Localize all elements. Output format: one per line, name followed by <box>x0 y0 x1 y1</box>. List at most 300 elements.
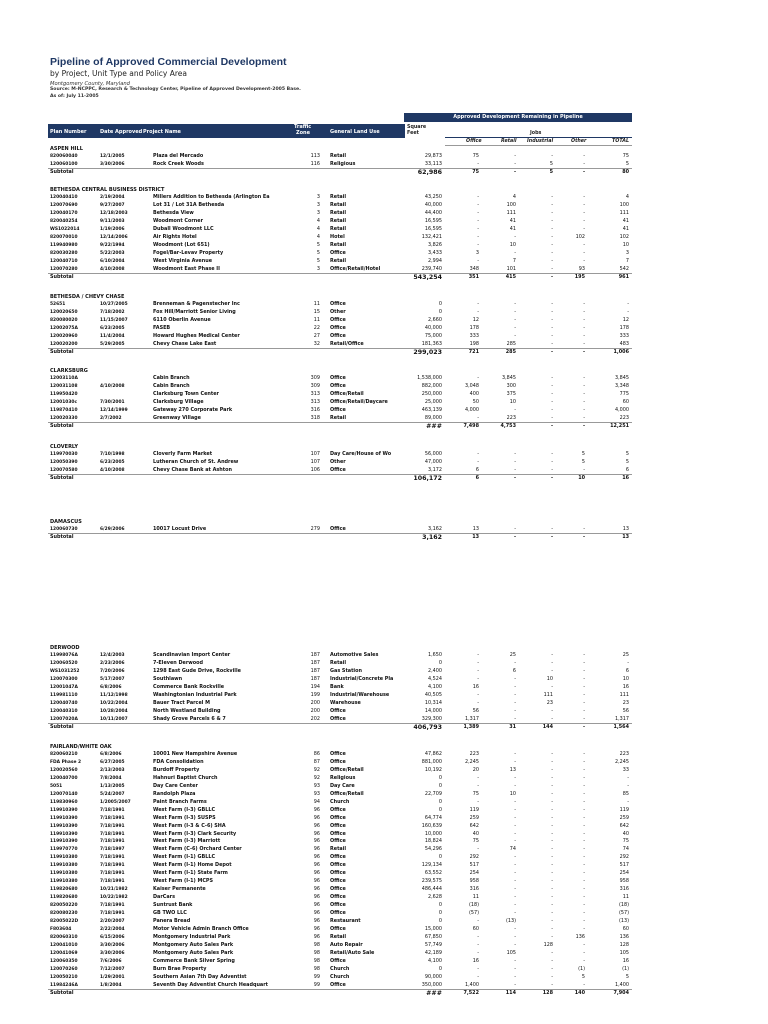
cell-square-feet: 44,400 <box>424 209 442 216</box>
cell-jobs-office: - <box>477 308 479 315</box>
cell-jobs-other: - <box>583 153 585 159</box>
cell-jobs-other: - <box>583 790 585 797</box>
cell-jobs-other: - <box>583 201 585 208</box>
subtotal-retail: 285 <box>505 348 516 355</box>
subtotal-total: 1,006 <box>613 348 629 355</box>
subtotal-label: Subtotal <box>50 422 74 429</box>
subtotal-square-feet: 62,986 <box>417 168 442 176</box>
cell-jobs-other: - <box>583 675 585 682</box>
cell-project-name: West Farm (I-3) SUSPS <box>153 814 216 821</box>
cell-jobs-total: 25 <box>622 652 629 658</box>
cell-traffic-zone: 107 <box>310 458 320 465</box>
cell-date-approved: 2/23/2006 <box>100 660 125 666</box>
subtotal-other: - <box>582 168 585 175</box>
cell-jobs-total: 10 <box>622 241 629 248</box>
cell-land-use: Office <box>330 375 346 381</box>
cell-plan-number: 119910380 <box>50 871 78 877</box>
cell-jobs-other: - <box>583 814 585 821</box>
report-title: Pipeline of Approved Commercial Development <box>50 56 287 68</box>
cell-jobs-industrial: - <box>551 925 553 932</box>
cell-jobs-other: - <box>583 830 585 837</box>
cell-plan-number: 119950420 <box>50 391 78 397</box>
cell-square-feet: 0 <box>438 308 442 315</box>
cell-plan-number: 119981110 <box>50 692 78 698</box>
cell-plan-number: 5051 <box>50 783 63 789</box>
cell-jobs-office: - <box>477 301 479 307</box>
cell-date-approved: 7/18/1991 <box>100 823 125 829</box>
cell-plan-number: 120050390 <box>50 459 78 465</box>
table-row <box>0 751 768 758</box>
cell-plan-number: 11984246A <box>50 982 78 988</box>
cell-plan-number: 120070280 <box>50 266 78 272</box>
cell-date-approved: 10/27/2005 <box>100 302 128 307</box>
cell-date-approved: 6/23/2005 <box>100 459 125 465</box>
cell-land-use: Industrial/Concrete Pla <box>330 675 394 682</box>
cell-jobs-office: 75 <box>472 790 479 797</box>
cell-square-feet: 181,363 <box>421 340 442 347</box>
cell-jobs-office: 3 <box>475 249 479 256</box>
cell-date-approved: 11/12/1998 <box>100 692 128 698</box>
cell-land-use: Office <box>330 814 346 821</box>
table-row <box>0 942 768 949</box>
cell-jobs-other: - <box>583 886 585 893</box>
cell-plan-number: 120040710 <box>50 258 78 264</box>
cell-jobs-total: 6 <box>625 466 629 473</box>
cell-date-approved: 5/24/2007 <box>100 791 125 797</box>
table-row <box>0 652 768 659</box>
cell-jobs-total: 136 <box>619 933 629 940</box>
cell-jobs-office: 50 <box>472 398 479 405</box>
cell-traffic-zone: 96 <box>313 917 320 924</box>
subtotal-label: Subtotal <box>50 168 74 175</box>
cell-jobs-office: 254 <box>469 870 479 877</box>
cell-square-feet: 3,162 <box>427 526 442 532</box>
col-zone: Zone <box>296 130 311 136</box>
cell-project-name: 1298 East Gude Drive, Rockville <box>153 667 241 674</box>
cell-jobs-other: 5 <box>581 451 585 457</box>
cell-plan-number: 820080230 <box>50 911 78 916</box>
cell-project-name: Woodmont East Phase II <box>153 265 220 272</box>
cell-date-approved: 4/10/2008 <box>100 266 125 272</box>
table-row <box>0 333 768 340</box>
subtotal-square-feet: 543,254 <box>413 273 442 281</box>
cell-traffic-zone: 96 <box>313 854 320 861</box>
subtotal-total: 16 <box>622 474 629 481</box>
cell-square-feet: 0 <box>438 917 442 924</box>
cell-land-use: Hotel <box>330 233 345 240</box>
cell-jobs-retail: - <box>514 301 516 307</box>
cell-land-use: Office/Retail <box>330 790 364 797</box>
cell-land-use: Church <box>330 965 350 972</box>
cell-land-use: Religious <box>330 160 356 167</box>
table-row <box>0 950 768 957</box>
cell-jobs-total: 292 <box>619 854 629 861</box>
cell-traffic-zone: 106 <box>310 466 320 473</box>
cell-traffic-zone: 96 <box>313 862 320 869</box>
subtotal-industrial: - <box>550 533 553 540</box>
cell-square-feet: 0 <box>438 301 442 307</box>
cell-jobs-other: - <box>583 838 585 845</box>
cell-jobs-office: 12 <box>472 316 479 323</box>
cell-jobs-industrial: - <box>551 332 553 339</box>
cell-jobs-other: - <box>583 414 585 421</box>
cell-land-use: Retail <box>330 194 347 200</box>
cell-jobs-retail: - <box>514 957 516 964</box>
cell-square-feet: 3,433 <box>427 249 442 256</box>
cell-date-approved: 1/2005/2007 <box>100 799 131 805</box>
cell-jobs-office: - <box>477 965 479 972</box>
cell-project-name: West Farm (I-3) Marriott <box>153 838 221 845</box>
cell-date-approved: 1/13/2005 <box>100 783 125 789</box>
cell-jobs-other: - <box>583 941 585 948</box>
section-heading: ASPEN HILL <box>50 146 83 152</box>
cell-jobs-other: 136 <box>575 933 585 940</box>
cell-jobs-industrial: - <box>551 707 553 714</box>
table-row <box>0 526 768 533</box>
cell-jobs-other: - <box>583 667 585 674</box>
cell-jobs-retail: - <box>514 862 516 869</box>
subtotal-label: Subtotal <box>50 348 74 355</box>
cell-jobs-industrial: - <box>551 233 553 240</box>
cell-square-feet: 90,000 <box>424 973 442 980</box>
cell-traffic-zone: 187 <box>310 659 320 666</box>
cell-square-feet: 0 <box>438 806 442 813</box>
cell-traffic-zone: 200 <box>310 699 320 706</box>
cell-jobs-total: - <box>627 798 629 805</box>
cell-jobs-industrial: - <box>551 201 553 208</box>
cell-jobs-office: - <box>477 782 479 789</box>
cell-jobs-industrial: - <box>551 308 553 315</box>
cell-jobs-retail: - <box>514 902 516 909</box>
cell-jobs-total: 254 <box>619 870 629 877</box>
cell-jobs-retail: - <box>514 308 516 315</box>
cell-plan-number: 119910380 <box>50 879 78 885</box>
cell-jobs-industrial: - <box>551 715 553 722</box>
cell-project-name: West Farm (I-1) MCPS <box>153 878 214 885</box>
cell-square-feet: 0 <box>438 854 442 861</box>
cell-project-name: 10001 New Hampshire Avenue <box>153 751 238 757</box>
table-row <box>0 407 768 414</box>
cell-plan-number: 120020200 <box>50 341 78 347</box>
cell-jobs-industrial: 10 <box>546 675 553 682</box>
subtotal-other: 10 <box>578 474 585 481</box>
cell-project-name: 6110 Oberlin Avenue <box>153 316 211 323</box>
cell-square-feet: 75,000 <box>424 332 442 339</box>
cell-jobs-retail: 105 <box>506 949 516 956</box>
cell-square-feet: 4,100 <box>427 957 442 964</box>
cell-jobs-industrial: - <box>551 324 553 331</box>
cell-jobs-industrial: - <box>551 375 553 381</box>
cell-jobs-retail: 300 <box>506 382 516 389</box>
cell-jobs-total: 5 <box>625 160 629 167</box>
cell-square-feet: 47,862 <box>424 751 442 757</box>
cell-date-approved: 6/23/2005 <box>100 325 125 331</box>
cell-land-use: Auto Repair <box>330 941 363 948</box>
table-row <box>0 815 768 822</box>
cell-traffic-zone: 3 <box>316 209 320 216</box>
cell-jobs-other: - <box>583 949 585 956</box>
cell-project-name: Woodmont Corner <box>153 217 203 224</box>
cell-jobs-office: - <box>477 194 479 200</box>
cell-traffic-zone: 98 <box>313 957 320 964</box>
cell-jobs-retail: - <box>514 406 516 413</box>
cell-traffic-zone: 96 <box>313 894 320 901</box>
cell-land-use: Office <box>330 838 346 845</box>
cell-land-use: Office <box>330 910 346 916</box>
cell-project-name: Gateway 270 Corporate Park <box>153 406 233 413</box>
cell-jobs-total: - <box>627 301 629 307</box>
table-row <box>0 309 768 316</box>
cell-jobs-office: - <box>477 667 479 674</box>
cell-date-approved: 7/18/1991 <box>100 855 125 861</box>
cell-jobs-retail: - <box>514 981 516 988</box>
cell-jobs-retail: - <box>514 782 516 789</box>
cell-plan-number: 11998076A <box>50 653 78 658</box>
cell-square-feet: 10,314 <box>424 699 442 706</box>
cell-jobs-retail: - <box>514 838 516 845</box>
cell-jobs-total: - <box>627 308 629 315</box>
cell-plan-number: 120070300 <box>50 676 78 682</box>
cell-jobs-total: 5 <box>625 451 629 457</box>
cell-jobs-office: - <box>477 160 479 167</box>
cell-jobs-office: 958 <box>469 878 479 885</box>
cell-land-use: Office/Retail <box>330 766 364 773</box>
cell-land-use: Office <box>330 957 346 964</box>
cell-traffic-zone: 5 <box>316 249 320 256</box>
cell-date-approved: 1/29/2001 <box>100 974 125 980</box>
cell-jobs-other: - <box>583 758 585 765</box>
cell-land-use: Office <box>330 870 346 877</box>
cell-jobs-other: 5 <box>581 458 585 465</box>
cell-land-use: Retail/Office <box>330 340 364 347</box>
subtotal-other: 140 <box>574 989 585 996</box>
cell-date-approved: 12/1/2005 <box>100 154 125 159</box>
cell-jobs-retail: 100 <box>506 201 516 208</box>
subtotal-square-feet: 3,162 <box>422 533 442 541</box>
cell-jobs-office: - <box>477 973 479 980</box>
cell-project-name: Montgomery Auto Sales Park <box>153 941 234 948</box>
cell-jobs-other: - <box>583 854 585 861</box>
cell-project-name: Panera Bread <box>153 917 191 924</box>
cell-jobs-other: (1) <box>578 965 585 972</box>
cell-plan-number: 820050220 <box>50 903 78 909</box>
cell-date-approved: 6/15/2006 <box>100 934 125 940</box>
cell-project-name: Commerce Bank Rockville <box>153 683 225 690</box>
table-row <box>0 894 768 901</box>
cell-jobs-industrial: - <box>551 390 553 397</box>
cell-land-use: Retail <box>330 153 347 159</box>
cell-jobs-office: 40 <box>472 830 479 837</box>
cell-square-feet: 486,444 <box>421 886 442 893</box>
cell-plan-number: 119910380 <box>50 855 78 861</box>
cell-jobs-office: - <box>477 949 479 956</box>
cell-square-feet: 89,000 <box>424 414 442 421</box>
cell-land-use: Office <box>330 981 346 988</box>
subtotal-office: 351 <box>468 273 479 280</box>
cell-plan-number: 120070690 <box>50 202 78 208</box>
cell-jobs-total: 259 <box>619 814 629 821</box>
cell-jobs-office: 348 <box>469 265 479 272</box>
cell-plan-number: 820070010 <box>50 234 78 240</box>
table-row <box>0 399 768 406</box>
cell-land-use: Office <box>330 886 346 893</box>
cell-plan-number: FDA Phase 2 <box>50 759 82 765</box>
cell-jobs-other: - <box>583 340 585 347</box>
cell-date-approved: 9/11/2003 <box>100 218 125 224</box>
cell-jobs-total: 4 <box>625 194 629 200</box>
report-subtitle: by Project, Unit Type and Policy Area <box>50 69 187 78</box>
cell-traffic-zone: 22 <box>313 324 320 331</box>
cell-jobs-total: 333 <box>619 332 629 339</box>
col-traffic: Traffic <box>294 124 312 130</box>
cell-jobs-retail: 13 <box>509 766 516 773</box>
cell-square-feet: 882,000 <box>421 382 442 389</box>
cell-jobs-other: - <box>583 957 585 964</box>
cell-jobs-other: - <box>583 691 585 698</box>
table-row <box>0 958 768 965</box>
cell-jobs-office: 400 <box>469 390 479 397</box>
col-retail: Retail <box>501 139 517 144</box>
cell-land-use: Warehouse <box>330 699 361 706</box>
table-row <box>0 823 768 830</box>
cell-jobs-industrial: - <box>551 451 553 457</box>
cell-jobs-other: - <box>583 917 585 924</box>
cell-project-name: West Farm (C-6) Orchard Center <box>153 846 242 853</box>
cell-jobs-total: 111 <box>619 691 629 698</box>
cell-jobs-retail: - <box>514 466 516 473</box>
cell-project-name: Burdoff Property <box>153 766 200 773</box>
cell-square-feet: 0 <box>438 798 442 805</box>
subtotal-retail: 415 <box>505 273 516 280</box>
cell-land-use: Office/Retail/Daycare <box>330 398 388 405</box>
cell-jobs-total: 642 <box>619 822 629 829</box>
cell-jobs-industrial: - <box>551 382 553 389</box>
cell-land-use: Retail <box>330 257 347 264</box>
section-heading: BETHESDA / CHEVY CHASE <box>50 294 125 300</box>
cell-plan-number: 119910390 <box>50 831 78 837</box>
cell-date-approved: 1/19/2006 <box>100 226 125 232</box>
cell-jobs-office: - <box>477 233 479 240</box>
cell-traffic-zone: 187 <box>310 652 320 658</box>
cell-jobs-industrial: - <box>551 981 553 988</box>
table-row <box>0 301 768 308</box>
subtotal-other: - <box>582 348 585 355</box>
cell-jobs-retail: - <box>514 870 516 877</box>
cell-jobs-office: - <box>477 691 479 698</box>
subtotal-office: 7,498 <box>463 422 479 429</box>
table-row <box>0 870 768 877</box>
cell-square-feet: 1,650 <box>427 652 442 658</box>
cell-jobs-industrial: - <box>551 652 553 658</box>
cell-jobs-retail: - <box>514 925 516 932</box>
subtotal-industrial: - <box>550 422 553 429</box>
cell-traffic-zone: 96 <box>313 878 320 885</box>
cell-jobs-industrial: 5 <box>549 160 553 167</box>
cell-date-approved: 6/10/2004 <box>100 258 125 264</box>
table-row <box>0 258 768 265</box>
cell-date-approved: 7/12/2007 <box>100 966 125 972</box>
cell-land-use: Office/Retail/Hotel <box>330 265 381 272</box>
cell-date-approved: 10/28/2004 <box>100 708 128 714</box>
cell-land-use: Restaurant <box>330 917 361 924</box>
table-row <box>0 451 768 458</box>
cell-jobs-office: 4,000 <box>464 406 479 413</box>
cell-jobs-other: - <box>583 774 585 781</box>
cell-jobs-total: (57) <box>618 910 629 916</box>
cell-jobs-industrial: - <box>551 782 553 789</box>
cell-jobs-other: - <box>583 225 585 232</box>
cell-traffic-zone: 4 <box>316 233 320 240</box>
cell-jobs-other: - <box>583 846 585 853</box>
cell-jobs-office: 2,245 <box>464 758 479 765</box>
cell-project-name: Seventh Day Adventist Church Headquart <box>153 981 268 988</box>
cell-jobs-industrial: - <box>551 854 553 861</box>
cell-jobs-other: - <box>583 659 585 666</box>
cell-land-use: Church <box>330 798 350 805</box>
cell-jobs-office: 642 <box>469 822 479 829</box>
cell-jobs-retail: - <box>514 683 516 690</box>
cell-jobs-office: 198 <box>469 340 479 347</box>
cell-jobs-retail: - <box>514 707 516 714</box>
table-row <box>0 767 768 774</box>
cell-plan-number: 820060040 <box>50 154 78 159</box>
subtotal-industrial: 128 <box>542 989 553 996</box>
cell-jobs-industrial: - <box>551 814 553 821</box>
table-row <box>0 234 768 241</box>
cell-square-feet: 239,740 <box>421 265 442 272</box>
table-row <box>0 660 768 667</box>
cell-square-feet: 47,000 <box>424 458 442 465</box>
cell-jobs-total: 6 <box>625 667 629 674</box>
cell-square-feet: 67,850 <box>424 933 442 940</box>
cell-jobs-other: - <box>583 209 585 216</box>
cell-square-feet: 43,250 <box>424 194 442 200</box>
cell-jobs-total: 111 <box>619 209 629 216</box>
cell-project-name: Hahnuri Baptist Church <box>153 774 218 781</box>
cell-jobs-retail: - <box>514 751 516 757</box>
cell-jobs-total: - <box>627 774 629 781</box>
cell-jobs-total: 7 <box>625 257 629 264</box>
cell-plan-number: 120040700 <box>50 775 78 781</box>
table-row <box>0 692 768 699</box>
cell-jobs-industrial: - <box>551 217 553 224</box>
subtotal-other: - <box>582 422 585 429</box>
cell-plan-number: 119940980 <box>50 242 78 248</box>
cell-land-use: Office <box>330 466 346 473</box>
cell-project-name: Lot 31 / Lot 31A Bethesda <box>153 201 225 208</box>
subtotal-office: 6 <box>475 474 479 481</box>
cell-plan-number: 820080020 <box>50 317 78 323</box>
cell-jobs-total: 75 <box>622 153 629 159</box>
cell-plan-number: 120070140 <box>50 791 78 797</box>
cell-traffic-zone: 187 <box>310 675 320 682</box>
cell-jobs-office: 20 <box>472 766 479 773</box>
cell-land-use: Other <box>330 308 346 315</box>
cell-jobs-other: - <box>583 382 585 389</box>
col-general-land-use: General Land Use <box>330 129 380 135</box>
subtotal-office: 721 <box>468 348 479 355</box>
cell-jobs-retail: - <box>514 153 516 159</box>
cell-date-approved: 12/14/2006 <box>100 234 128 240</box>
cell-date-approved: 7/18/2002 <box>100 309 125 315</box>
cell-plan-number: 119970030 <box>50 452 78 457</box>
col-date-approved: Date Approved <box>100 129 143 135</box>
cell-jobs-total: 5 <box>625 973 629 980</box>
cell-jobs-other: - <box>583 217 585 224</box>
cell-traffic-zone: 313 <box>310 390 320 397</box>
cell-project-name: West Farm (I-3) Clark Security <box>153 830 237 837</box>
cell-jobs-retail: - <box>514 822 516 829</box>
